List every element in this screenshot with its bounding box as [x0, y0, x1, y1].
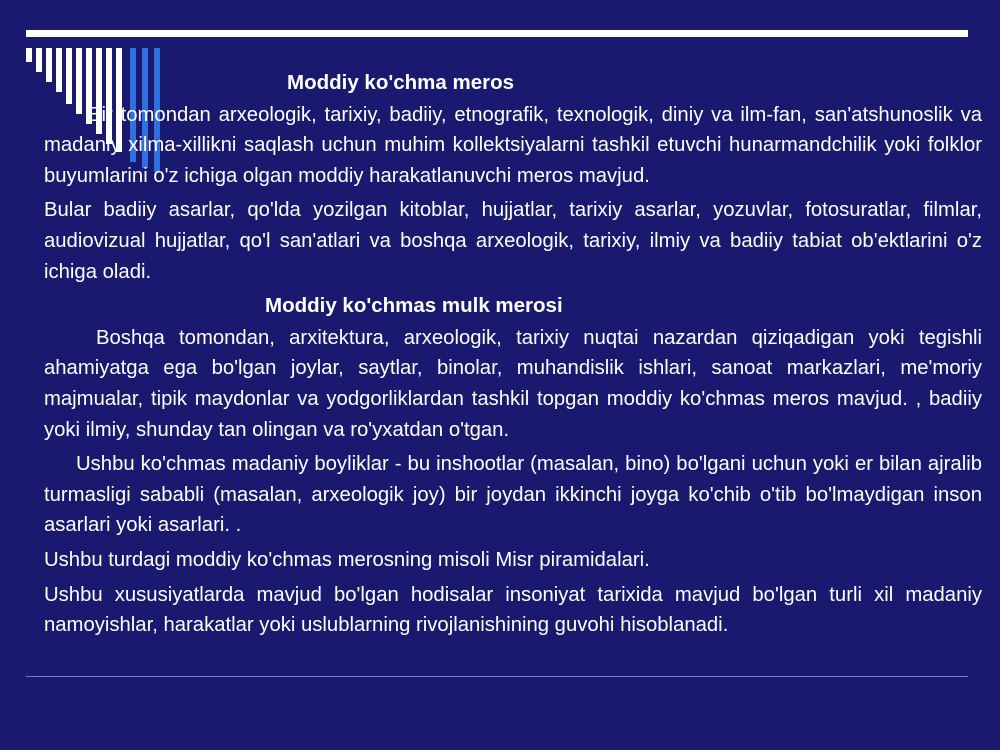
paragraph-movable-heritage: Bir tomondan arxeologik, tarixiy, badiiy, etnografik, texnologik, diniy va ilm-fan, san'atshunoslik va madaniy xilma-xillikni saqlash uchun muhim kollektsiyalarni tashkil etuvchi hunarmandchilik yoki folklor buyumlarini o'z ichiga olgan moddiy harakatlanuvchi meros mavjud.	[44, 103, 982, 187]
paragraph-movable-examples: Bular badiiy asarlar, qo'lda yozilgan kitoblar, hujjatlar, tarixiy asarlar, yozuvlar, fotosuratlar, filmlar, audiovizual hujjatlar, qo'l san'atlari va boshqa arxeologik, tarixiy, ilmiy va badiiy tabiat ob'ektlarini o'z ichiga oladi.	[44, 199, 982, 283]
paragraph-immovable-properties: Ushbu ko'chmas madaniy boyliklar - bu inshootlar (masalan, bino) bo'lgani uchun yoki er bilan ajralib turmasligi sababli (masalan, arxeologik joy) bir joydan ikkinchi joyga ko'chib o'tib bo'lmaydigan inson asarlari yoki asarlari. .	[44, 453, 982, 537]
paragraph-example-pyramids: Ushbu turdagi moddiy ko'chmas merosning misoli Misr piramidalari.	[44, 548, 650, 571]
deco-bar	[36, 48, 42, 72]
heading-tangible-immovable: Moddiy ko'chmas mulk merosi	[265, 294, 563, 318]
bottom-rule	[26, 676, 968, 677]
paragraph-immovable-heritage: Boshqa tomondan, arxitektura, arxeologik, tarixiy nuqtai nazardan qiziqadigan yoki tegishli ahamiyatga ega bo'lgan joylar, saytlar, binolar, muhandislik ishlari, sanoat markazlari, me'moriy majmualar, tipik maydonlar va yodgorliklardan tashkil topgan moddiy ko'chmas meros mavjud. , badiiy yoki ilmiy, shunday tan olingan va ro'yxatdan o'tgan.	[44, 326, 982, 441]
heading-tangible-movable: Moddiy ko'chma meros	[287, 71, 515, 94]
top-rule	[26, 30, 968, 37]
slide-content	[44, 68, 982, 645]
paragraph-witness: Ushbu xususiyatlarda mavjud bo'lgan hodisalar insoniyat tarixida mavjud bo'lgan turli xil madaniy namoyishlar, harakatlar yoki uslublarning rivojlanishining guvohi hisoblanadi.	[44, 583, 982, 637]
deco-bar	[26, 48, 32, 62]
